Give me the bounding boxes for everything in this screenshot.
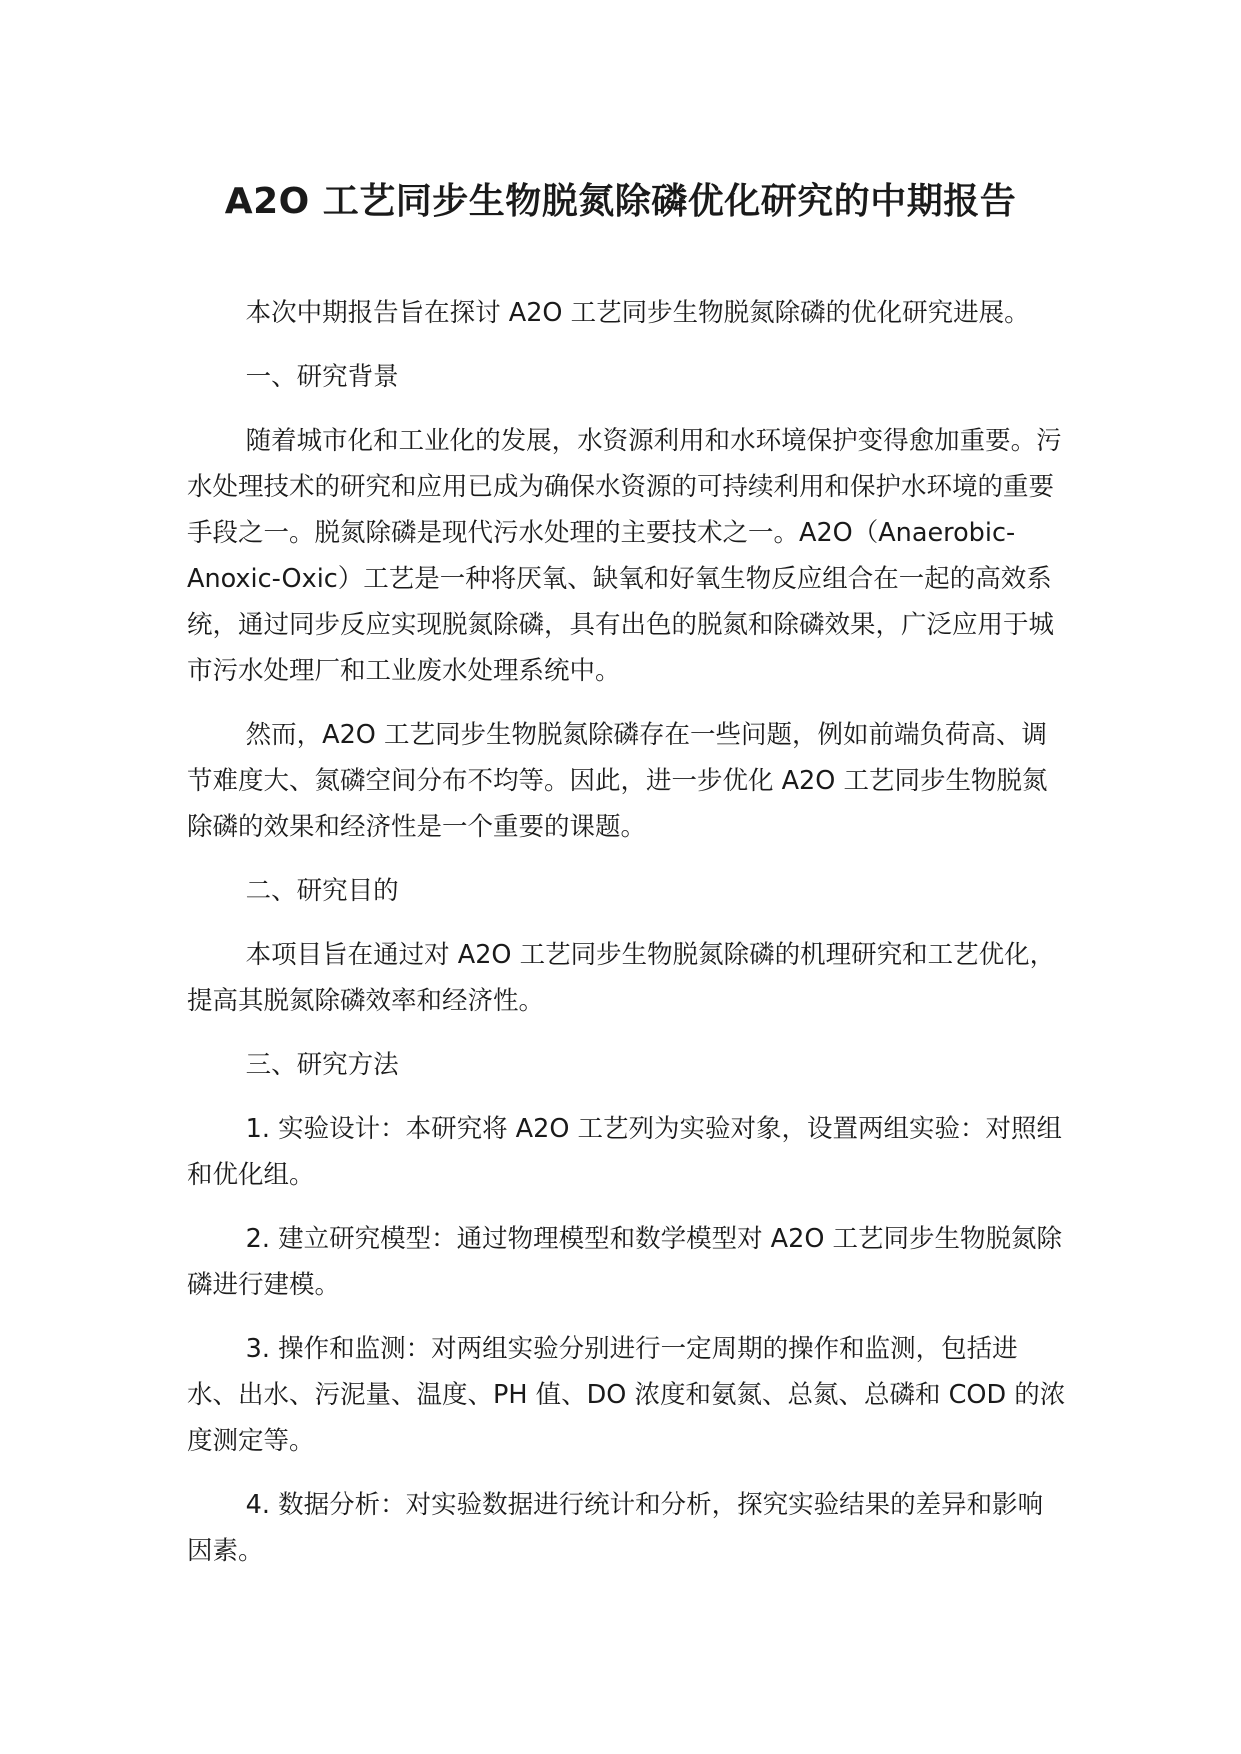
section-heading-purpose: 二、研究目的 (245, 876, 399, 906)
background-paragraph-1: 随着城市化和工业化的发展，水资源利用和水环境保护变得愈加重要。污水处理技术的研究和应用已成为确保水资源的可持续利用和保护水环境的重要手段之一。脱氮除磷是现代污水处理的主要技术之一。A2O（Anaerobic-Anoxic-Oxic）工艺是一种将厌氧、缺氧和好氧生物反应组合在一起的高效系统，通过同步反应实现脱氮除磷，具有出色的脱氮和除磷效果，广泛应用于城市污水处理厂和工业废水处理系统中。 (187, 426, 1062, 686)
section-heading-methods: 三、研究方法 (245, 1050, 399, 1080)
method-item-3: 3. 操作和监测：对两组实验分别进行一定周期的操作和监测，包括进水、出水、污泥量、温度、PH 值、DO 浓度和氨氮、总氮、总磷和 COD 的浓度测定等。 (187, 1334, 1066, 1456)
background-paragraph-2: 然而，A2O 工艺同步生物脱氮除磷存在一些问题，例如前端负荷高、调节难度大、氮磷空间分布不均等。因此，进一步优化 A2O 工艺同步生物脱氮除磷的效果和经济性是一个重要的课题。 (187, 720, 1048, 842)
intro-paragraph: 本次中期报告旨在探讨 A2O 工艺同步生物脱氮除磷的优化研究进展。 (245, 298, 1030, 328)
method-item-2: 2. 建立研究模型：通过物理模型和数学模型对 A2O 工艺同步生物脱氮除磷进行建模。 (187, 1224, 1063, 1300)
purpose-paragraph: 本项目旨在通过对 A2O 工艺同步生物脱氮除磷的机理研究和工艺优化，提高其脱氮除磷效率和经济性。 (187, 940, 1056, 1016)
section-heading-background: 一、研究背景 (245, 362, 399, 392)
document-title: A2O 工艺同步生物脱氮除磷优化研究的中期报告 (224, 181, 1017, 222)
document-body (187, 290, 1067, 1592)
method-item-4: 4. 数据分析：对实验数据进行统计和分析，探究实验结果的差异和影响因素。 (187, 1490, 1044, 1566)
method-item-1: 1. 实验设计：本研究将 A2O 工艺列为实验对象，设置两组实验：对照组和优化组。 (187, 1114, 1063, 1190)
